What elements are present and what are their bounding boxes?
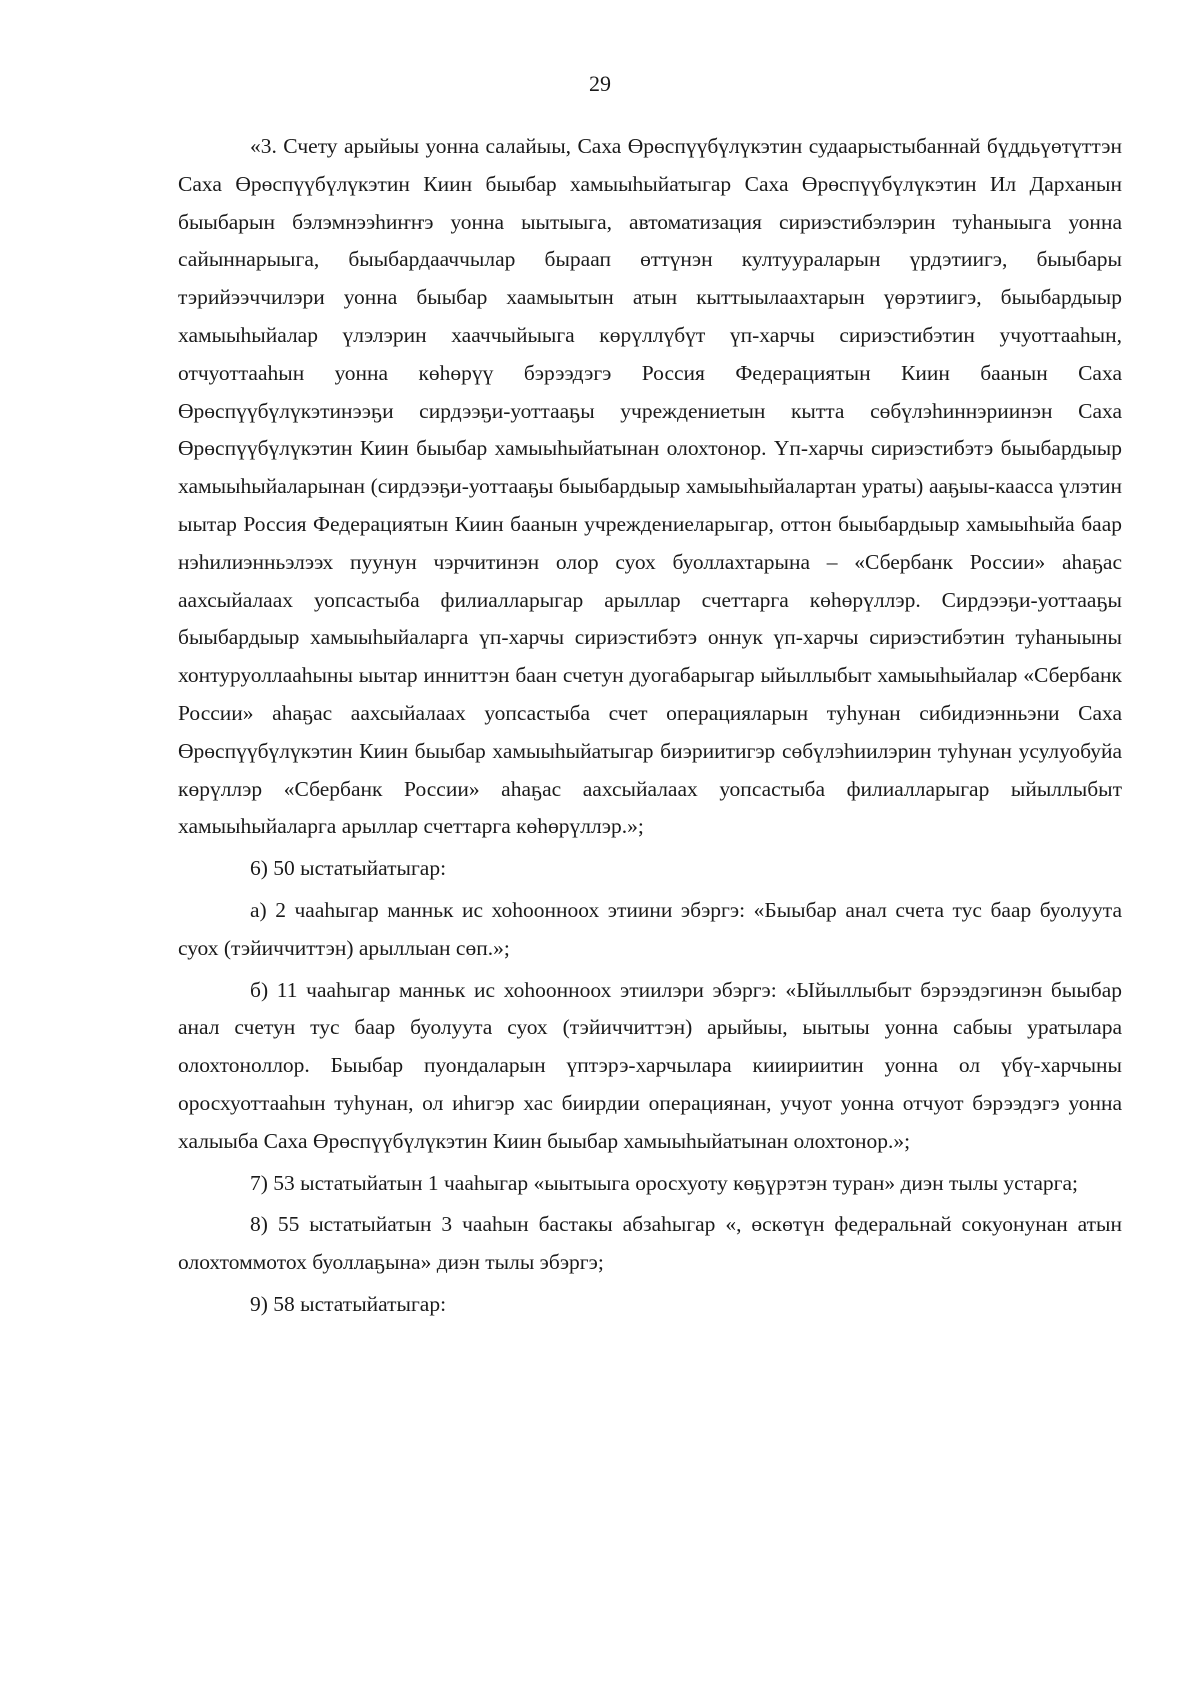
page-number: 29: [589, 71, 611, 96]
paragraph: 6) 50 ыстатыйатыгар:: [250, 856, 447, 881]
paragraph: «3. Счету арыйыы уонна салайыы, Саха Өрөспүүбүлүкэтин судаарыстыбаннай бүддьүөтүттэн Саха Өрөспүүбүлүкэтин Киин быыбар хамыыһыйатыгар Саха Өрөспүүбүлүкэтин Ил Дарханын быыбарын бэлэмнээһиҥҥэ уонна ыытыыга, автоматизация сириэстибэлэрин туһаныыга уонна сайыннарыыга, быыбардааччылар быраап өттүнэн култуураларын үрдэтиигэ, быыбары тэрийээччилэри уонна быыбар хаамыытын атын кыттыылаахтарын үөрэтиигэ, быыбардыыр хамыыһыйалар үлэлэрин хааччыйыыга көрүллүбүт үп-харчы сириэстибэтин учуоттааһын, отчуоттааһын уонна көһөрүү бэрээдэгэ Россия Федерациятын Киин баанын Саха Өрөспүүбүлүкэтинээҕи сирдээҕи-уоттааҕы учреждениетын кытта сөбүлэһиннэриинэн Саха Өрөспүүбүлүкэтин Киин быыбар хамыыһыйатынан олохтонор. Үп-харчы сириэстибэтэ быыбардыыр хамыыһыйаларынан (сирдээҕи-уоттааҕы быыбардыыр хамыыһыйалартан ураты) ааҕыы-каасса үлэтин ыытар Россия Федерациятын Киин баанын учреждениеларыгар, оттон быыбардыыр хамыыһыйа баар нэһилиэнньэлээх пуунун чэрчитинэн олор суох буоллахтарына – «Сбербанк России» аһаҕас аахсыйалаах уопсастыба филиалларыгар арыллар счеттарга көһөрүллэр. Сирдээҕи-уоттааҕы быыбардыыр хамыыһыйаларга үп-харчы сириэстибэтэ оннук үп-харчы сириэстибэтин туһаныыны хонтуруоллааһыны ыытар инниттэн баан счетун дуогабарыгар ыйыллыбыт хамыыһыйалар «Сбербанк России» аһаҕас аахсыйалаах уопсастыба счет операцияларын туһунан сибидиэнньэни Саха Өрөспүүбүлүкэтин Киин быыбар хамыыһыйатыгар биэриитигэр сөбүлэһиилэрин туһунан усулуобуйа көрүллэр «Сбербанк России» аһаҕас аахсыйалаах уопсастыба филиалларыгар ыйыллыбыт хамыыһыйаларга арыллар счеттарга көһөрүллэр.»;: [178, 134, 1122, 839]
paragraph: 8) 55 ыстатыйатын 3 чааһын бастакы абзаһыгар «, өскөтүн федеральнай сокуонунан атын олохтоммотох буоллаҕына» диэн тылы эбэргэ;: [178, 1212, 1122, 1275]
paragraph: а) 2 чааһыгар манньк ис хоһоонноох этиини эбэргэ: «Быыбар анал счета тус баар буолуута суох (тэйиччиттэн) арыллыан сөп.»;: [178, 897, 1122, 960]
paragraph: б) 11 чааһыгар манньк ис хоһоонноох этиилэри эбэргэ: «Ыйыллыбыт бэрээдэгинэн быыбар анал счетун тус баар буолуута суох (тэйиччиттэн) арыйыы, ыытыы уонна сабыы уратылара олохтоноллор. Быыбар пуондаларын үптэрэ-харчылара кииириитин уонна ол үбү-харчыны оросхуоттааһын туһунан, ол иһигэр хас биирдии операциянан, учуот уонна отчуот бэрээдэгэ уонна халыыба Саха Өрөспүүбүлүкэтин Киин быыбар хамыыһыйатынан олохтонор.»;: [178, 977, 1122, 1153]
document-body: [178, 128, 1122, 1328]
paragraph: 9) 58 ыстатыйатыгар:: [250, 1291, 447, 1316]
paragraph: 7) 53 ыстатыйатын 1 чааһыгар «ыытыыга оросхуоту көҕүрэтэн туран» диэн тылы устарга;: [250, 1170, 1078, 1195]
